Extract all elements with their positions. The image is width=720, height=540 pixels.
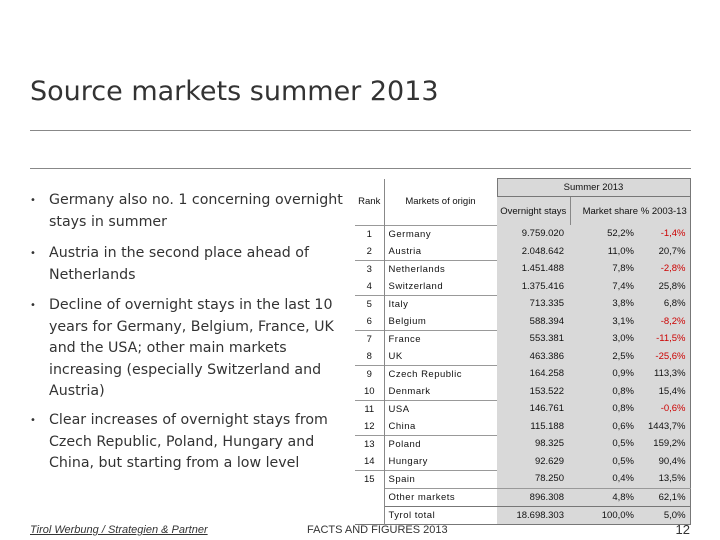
footer-caption: FACTS AND FIGURES 2013 [307,524,448,536]
bullet-item [30,295,348,403]
cell-change: -2,8% [638,260,690,278]
cell-market-share: 0,8% [570,383,638,401]
cell-country: Czech Republic [384,365,497,383]
tyrol-total-row [355,506,690,524]
bullet-text: Germany also no. 1 concerning overnight stays in summer [49,192,343,230]
cell-rank: 1 [355,225,384,243]
cell-change: 90,4% [638,453,690,471]
cell-market-share: 52,2% [570,225,638,243]
cell-overnight-stays: 553.381 [497,330,570,348]
table-row [355,453,690,471]
cell-market-share: 100,0% [570,506,638,524]
cell-rank: 7 [355,330,384,348]
cell-overnight-stays: 146.761 [497,400,570,418]
bullet-dot-icon: • [30,248,36,259]
markets-table [355,178,691,525]
cell-overnight-stays: 164.258 [497,365,570,383]
cell-overnight-stays: 2.048.642 [497,243,570,261]
table-row [355,313,690,331]
bullet-dot-icon: • [30,195,36,206]
cell-overnight-stays: 115.188 [497,418,570,436]
cell-market-share: 3,8% [570,295,638,313]
table-row [355,260,690,278]
cell-country: France [384,330,497,348]
cell-market-share: 0,9% [570,365,638,383]
cell-rank: 5 [355,295,384,313]
cell-change: 15,4% [638,383,690,401]
table-row [355,243,690,261]
cell-country: Spain [384,470,497,488]
table-row [355,225,690,243]
table-row [355,365,690,383]
header-market-share: Market share [570,197,638,226]
cell-change: -11,5% [638,330,690,348]
cell-change: 6,8% [638,295,690,313]
cell-market-share: 0,8% [570,400,638,418]
cell-rank: 12 [355,418,384,436]
cell-overnight-stays: 588.394 [497,313,570,331]
cell-label: Tyrol total [384,506,497,524]
cell-country: Netherlands [384,260,497,278]
cell-rank: 13 [355,435,384,453]
header-markets: Markets of origin [405,195,476,207]
cell-market-share: 0,4% [570,470,638,488]
other-markets-row [355,488,690,506]
cell-market-share: 0,5% [570,453,638,471]
title-divider-bottom [30,168,691,169]
bullet-dot-icon: • [30,415,36,426]
cell-overnight-stays: 1.451.488 [497,260,570,278]
cell-change: 1443,7% [638,418,690,436]
header-rank: Rank [355,179,384,226]
cell-country: Poland [384,435,497,453]
cell-change: 20,7% [638,243,690,261]
slide-title: Source markets summer 2013 [30,76,439,107]
cell-overnight-stays: 18.698.303 [497,506,570,524]
cell-market-share: 11,0% [570,243,638,261]
cell-market-share: 4,8% [570,488,638,506]
cell-country: Switzerland [388,280,444,292]
cell-country: Denmark [388,385,431,397]
table-row [355,330,690,348]
cell-rank: 10 [355,383,384,401]
table-row [355,278,690,296]
header-overnight-stays: Overnight stays [497,197,570,226]
cell-market-share: 2,5% [570,348,638,366]
bullet-item [30,410,348,475]
cell-change: 62,1% [638,488,690,506]
cell-country: Hungary [388,455,428,467]
cell-market-share: 3,0% [570,330,638,348]
cell-market-share: 7,4% [570,278,638,296]
cell-market-share: 0,5% [570,435,638,453]
cell-change: 13,5% [638,470,690,488]
cell-rank: 9 [355,365,384,383]
bullet-text: Decline of overnight stays in the last 10 years for Germany, Belgium, France, UK and the USA; other main markets increasing (especially Switzerland and Austria) [49,297,334,399]
cell-country: Austria [388,245,422,257]
cell-change: -25,6% [638,348,690,366]
cell-overnight-stays: 92.629 [497,453,570,471]
cell-country: Italy [384,295,497,313]
table-row [355,418,690,436]
cell-rank: 15 [355,470,384,488]
cell-overnight-stays: 98.325 [497,435,570,453]
cell-blank [355,488,384,506]
cell-rank: 3 [355,260,384,278]
cell-country: Belgium [388,315,427,327]
cell-overnight-stays: 713.335 [497,295,570,313]
cell-change: 159,2% [638,435,690,453]
table-row [355,348,690,366]
footer-organization: Tirol Werbung / Strategien & Partner [30,524,208,536]
bullet-item [30,190,348,233]
page-number: 12 [675,522,690,537]
cell-rank: 11 [355,400,384,418]
cell-rank: 2 [355,243,384,261]
cell-change: -1,4% [638,225,690,243]
cell-overnight-stays: 153.522 [497,383,570,401]
cell-overnight-stays: 1.375.416 [497,278,570,296]
cell-market-share: 7,8% [570,260,638,278]
cell-rank: 6 [355,313,384,331]
cell-market-share: 0,6% [570,418,638,436]
cell-change: 113,3% [638,365,690,383]
header-summer-group: Summer 2013 [497,179,690,197]
cell-blank [355,506,384,524]
cell-label: Other markets [384,488,497,506]
bullet-text: Austria in the second place ahead of Netherlands [49,245,309,283]
cell-change: 25,8% [638,278,690,296]
cell-country: USA [384,400,497,418]
cell-market-share: 3,1% [570,313,638,331]
cell-rank: 8 [355,348,384,366]
bullet-item [30,243,348,286]
cell-rank: 4 [355,278,384,296]
cell-change: -0,6% [638,400,690,418]
source-markets-table [355,178,690,521]
cell-overnight-stays: 463.386 [497,348,570,366]
cell-country: China [388,420,416,432]
bullet-dot-icon: • [30,300,36,311]
table-row [355,383,690,401]
table-row [355,400,690,418]
table-row [355,295,690,313]
cell-country: Germany [384,225,497,243]
table-row [355,435,690,453]
table-row [355,470,690,488]
title-divider-top [30,130,691,131]
cell-overnight-stays: 9.759.020 [497,225,570,243]
header-change: % 2003-13 [638,197,690,226]
cell-change: 5,0% [638,506,690,524]
cell-rank: 14 [355,453,384,471]
cell-overnight-stays: 78.250 [497,470,570,488]
cell-country: UK [388,350,403,362]
cell-overnight-stays: 896.308 [497,488,570,506]
bullet-text: Clear increases of overnight stays from Czech Republic, Poland, Hungary and China, but starting from a low level [49,412,328,471]
cell-change: -8,2% [638,313,690,331]
